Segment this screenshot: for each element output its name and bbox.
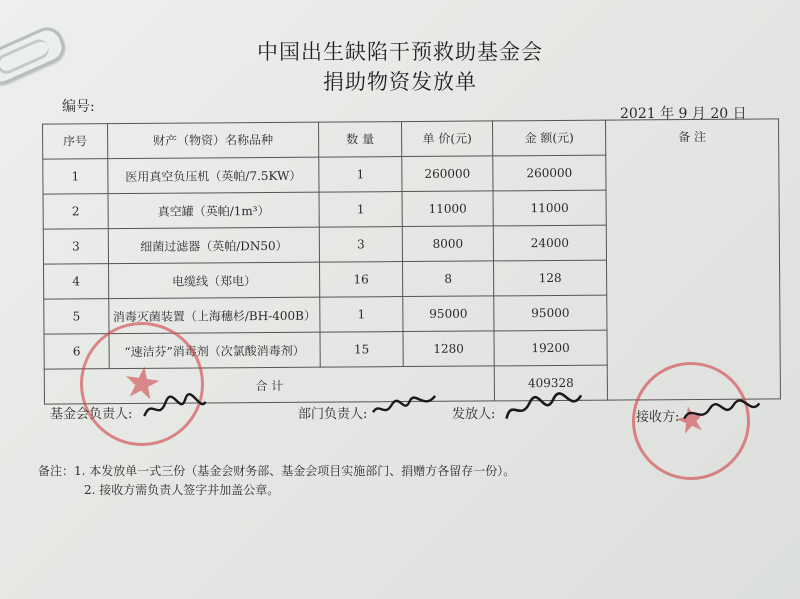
star-icon: ★ <box>670 397 711 444</box>
row-no: 4 <box>44 264 109 299</box>
row-amount: 260000 <box>493 155 606 191</box>
row-no: 1 <box>43 159 108 194</box>
document-title: 中国出生缺陷干预救助基金会 <box>257 40 543 64</box>
row-name: 真空罐（英帕/1m³） <box>108 192 319 228</box>
row-amount: 128 <box>493 260 606 296</box>
row-name: 电缆线（郑电） <box>109 262 320 298</box>
row-price: 1280 <box>403 331 494 367</box>
row-qty: 16 <box>320 262 403 298</box>
star-icon: ★ <box>118 355 166 412</box>
serial-number-label: 编号: <box>62 99 95 115</box>
department-signature-icon <box>369 390 441 431</box>
row-price: 95000 <box>403 296 494 332</box>
row-no: 3 <box>43 229 108 264</box>
header-no: 序号 <box>43 124 108 159</box>
total-label: 合 计 <box>44 366 494 404</box>
row-name: “速洁芬”消毒剂（次氯酸消毒剂） <box>109 332 320 368</box>
document-subtitle: 捐助物资发放单 <box>323 70 477 94</box>
document-date: 2021 年 9 月 20 日 <box>620 106 747 122</box>
row-price: 11000 <box>402 191 493 227</box>
issuer-label: 发放人: <box>452 407 496 422</box>
row-name: 医用真空负压机（英帕/7.5KW） <box>108 157 319 193</box>
remarks-column <box>606 119 781 400</box>
row-amount: 24000 <box>493 225 606 261</box>
row-qty: 1 <box>319 192 402 228</box>
foundation-signature-icon <box>139 390 211 431</box>
header-amount: 金 额(元) <box>493 120 606 156</box>
table-header-row <box>43 119 779 159</box>
header-price: 单 价(元) <box>402 121 493 157</box>
row-no: 2 <box>43 194 108 229</box>
note-line-2: 2. 接收方需负责人签字并加盖公章。 <box>84 483 280 497</box>
row-qty: 1 <box>320 297 403 333</box>
row-price: 8000 <box>402 226 493 262</box>
department-signer-label: 部门负责人: <box>298 407 368 422</box>
total-amount: 409328 <box>494 365 607 401</box>
receiver-label: 接收方: <box>636 410 680 425</box>
row-amount: 95000 <box>494 295 607 331</box>
header-qty: 数 量 <box>319 122 402 158</box>
row-amount: 11000 <box>493 190 606 226</box>
header-name: 财产（物资）名称品种 <box>108 122 319 158</box>
receiver-signature-icon <box>679 393 765 435</box>
row-no: 5 <box>44 299 109 334</box>
foundation-signer-label: 基金会负责人: <box>50 407 133 422</box>
row-price: 260000 <box>402 156 493 192</box>
issuer-signature-icon <box>501 387 588 433</box>
row-qty: 3 <box>319 227 402 263</box>
row-price: 8 <box>403 261 494 297</box>
row-no: 6 <box>44 334 109 369</box>
row-qty: 1 <box>319 157 402 193</box>
row-name: 消毒灭菌装置（上海穗杉/BH-400B） <box>109 297 320 333</box>
note-line-1: 备注：1. 本发放单一式三份（基金会财务部、基金会项目实施部门、捐赠方各留存一份）。 <box>38 464 516 478</box>
row-name: 细菌过滤器（英帕/DN50） <box>108 227 319 263</box>
row-amount: 19200 <box>494 330 607 366</box>
header-remarks: 备 注 <box>678 129 707 145</box>
row-qty: 15 <box>320 332 403 368</box>
